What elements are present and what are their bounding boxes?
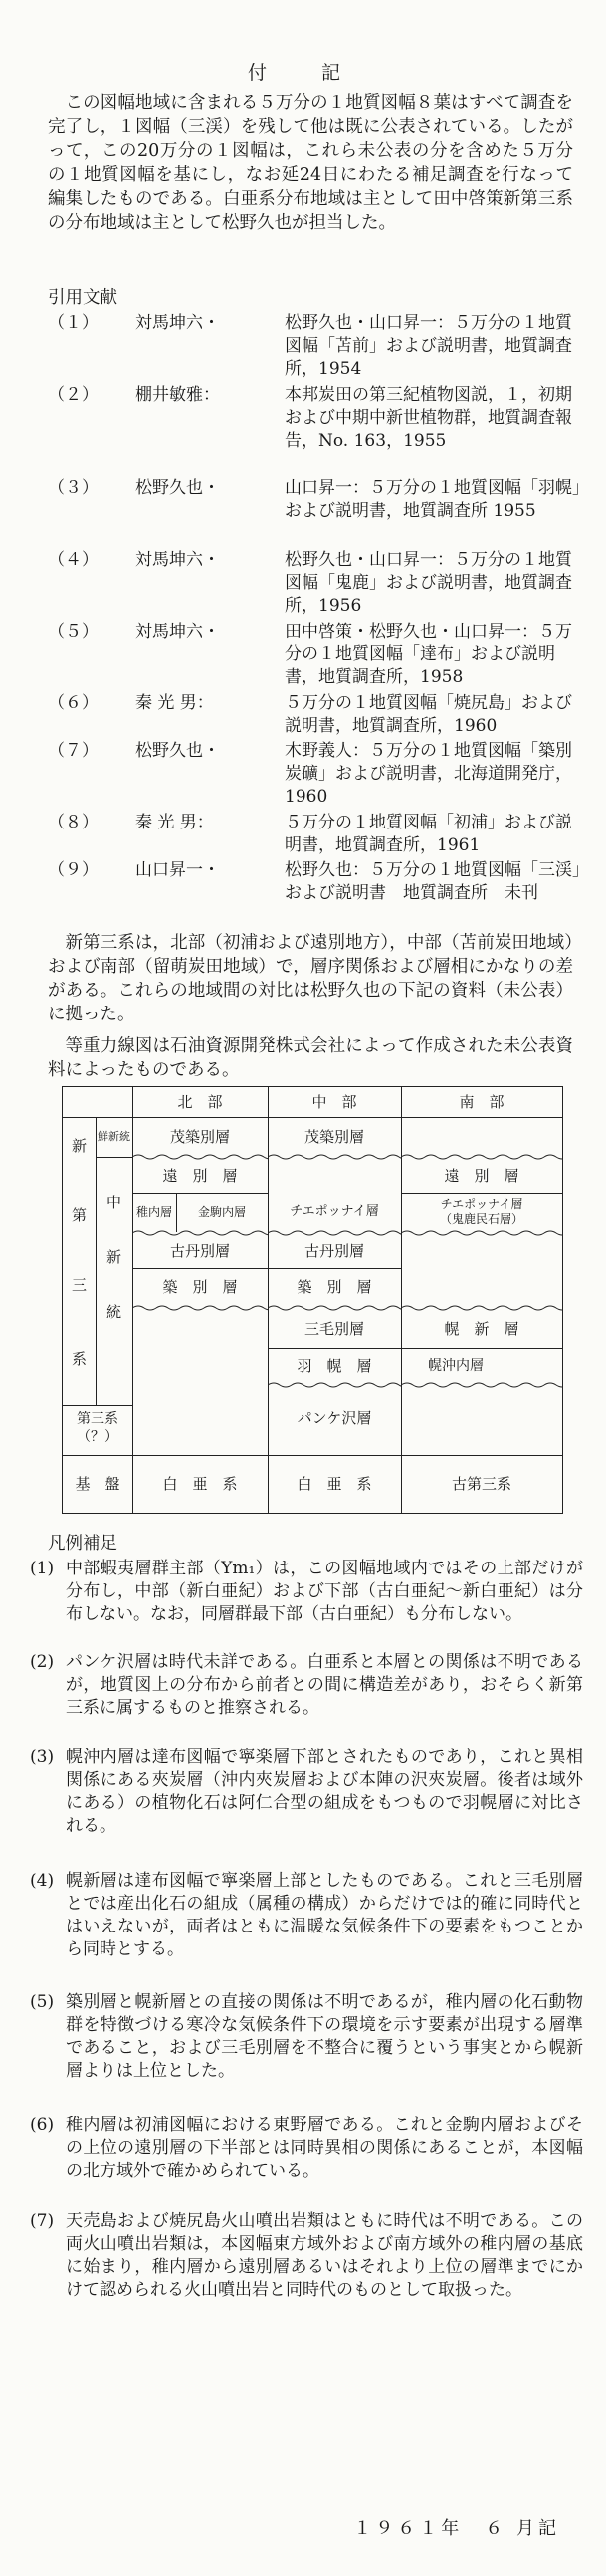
reference-text: 松野久也・山口昇一：５万分の１地質図幅「苫前」および説明書，地質調査所，1954 bbox=[285, 313, 572, 379]
cell-chikubetsu-central: 築 別 層 bbox=[297, 1278, 372, 1296]
reference-text: 山口昇一：５万分の１地質図幅「羽幌」および説明書，地質調査所 1955 bbox=[285, 478, 581, 521]
cell-horonobe: 幌 新 層 bbox=[444, 1320, 519, 1338]
era-label-4: 系 bbox=[71, 1350, 87, 1368]
cell-chikubetsu-north: 築 別 層 bbox=[162, 1278, 238, 1296]
reference-author: 山口昇一・ bbox=[135, 860, 220, 880]
pliocene-label: 鮮新統 bbox=[98, 1130, 130, 1143]
era-label-1: 新 bbox=[71, 1137, 87, 1155]
unconformity-line bbox=[132, 1304, 268, 1312]
note-number: (6) bbox=[30, 2116, 55, 2135]
note-number: (4) bbox=[30, 1871, 55, 1891]
basement-label: 基 盤 bbox=[75, 1475, 120, 1493]
note-number: (5) bbox=[30, 1992, 55, 2012]
reference-author: 対馬坤六・ bbox=[135, 550, 220, 570]
cell-mikebetsu: 三毛別層 bbox=[303, 1320, 364, 1338]
unconformity-line bbox=[268, 1304, 401, 1312]
date-stamp: １９６１年 ６ 月記 bbox=[353, 2518, 560, 2539]
note-number: (2) bbox=[30, 1652, 55, 1672]
cell-moebetsu-north: 茂築別層 bbox=[169, 1128, 230, 1146]
reference-text: ５万分の１地質図幅「焼尻島」および説明書，地質調査所，1960 bbox=[285, 693, 572, 736]
cell-chiepo-south: チエポッナイ層 （鬼鹿民石層） bbox=[439, 1197, 523, 1226]
reference-text: 本邦炭田の第三紀植物図説，１，初期および中期中新世植物群，地質調査報告，No. 163，1955 bbox=[285, 385, 572, 451]
cell-basement-central: 白 亜 系 bbox=[297, 1475, 372, 1493]
reference-author: 対馬坤六・ bbox=[135, 313, 220, 333]
reference-author: 松野久也・ bbox=[135, 478, 220, 498]
miocene-label-2: 新 bbox=[105, 1248, 121, 1266]
note-text: 稚内層は初浦図幅における東野層である。これと金駒内層およびその上位の遠別層の下半部とは同時異相の関係にあることが，本図幅の北方域外で確かめられている。 bbox=[66, 2116, 583, 2181]
header-north: 北 部 bbox=[177, 1093, 223, 1111]
cell-furutan-north: 古丹別層 bbox=[169, 1242, 230, 1260]
unconformity-line bbox=[401, 1381, 562, 1389]
unconformity-line bbox=[268, 1381, 401, 1389]
cell-furutan-central: 古丹別層 bbox=[303, 1242, 364, 1260]
cell-chiepo-central: チエポッナイ層 bbox=[290, 1204, 379, 1219]
reference-number: （６） bbox=[48, 693, 99, 713]
cell-enbetsu-north: 遠 別 層 bbox=[162, 1167, 238, 1185]
reference-text: 木野義人：５万分の１地質図幅「築別炭礦」および説明書，北海道開発庁，1960 bbox=[285, 741, 572, 807]
reference-number: （５） bbox=[48, 622, 99, 642]
references-heading: 引用文献 bbox=[48, 288, 117, 308]
paleogene-label: 第三系 （？） bbox=[77, 1411, 118, 1445]
correlation-paragraph: 新第三系は，北部（初浦および遠別地方），中部（苫前炭田地域）および南部（留萌炭田地域）で，層序関係および層相にかなりの差がある。これらの地域間の対比は松野久也の下記の資料（未公表）に拠った。 bbox=[48, 933, 573, 1024]
cell-moebetsu-central: 茂築別層 bbox=[303, 1128, 364, 1146]
note-text: 築別層と幌新層との直接の関係は不明であるが，稚内層の化石動物群を特徴づける寒冷な気候条件下の環境を示す要素が出現する層準であること，および三毛別層を不整合に覆うという事実とから幌新層よりは上位とした。 bbox=[66, 1992, 583, 2081]
era-label-3: 三 bbox=[71, 1276, 87, 1294]
page-title: 付 記 bbox=[247, 62, 358, 84]
note-number: (3) bbox=[30, 1748, 55, 1767]
era-label-2: 第 bbox=[71, 1206, 87, 1224]
cell-kinkomanai: 金駒内層 bbox=[197, 1205, 246, 1219]
reference-number: （８） bbox=[48, 813, 99, 832]
note-text: パンケ沢層は時代未詳である。白亜系と本層との関係は不明であるが，地質図上の分布から前者との間に構造差があり，おそらく新第三系に属するものと推察される。 bbox=[66, 1652, 583, 1718]
miocene-label-3: 統 bbox=[105, 1303, 121, 1321]
cell-basement-south: 古第三系 bbox=[451, 1475, 511, 1493]
reference-author: 対馬坤六・ bbox=[135, 622, 220, 642]
stratigraphy-table bbox=[62, 1086, 563, 1514]
reference-number: （９） bbox=[48, 860, 99, 880]
reference-number: （２） bbox=[48, 385, 99, 405]
reference-text: 松野久也：５万分の１地質図幅「三渓」および説明書 地質調査所 未刊 bbox=[285, 860, 581, 903]
cell-enbetsu-south: 遠 別 層 bbox=[444, 1167, 519, 1185]
header-central: 中 部 bbox=[311, 1093, 357, 1111]
cell-wakkanai-north: 稚内層 bbox=[135, 1205, 172, 1219]
gravity-paragraph: 等重力線図は石油資源開発株式会社によって作成された未公表資料によったものである。 bbox=[48, 1036, 573, 1080]
cell-basement-north: 白 亜 系 bbox=[162, 1475, 238, 1493]
miocene-label-1: 中 bbox=[105, 1194, 121, 1211]
notes-heading: 凡例補足 bbox=[48, 1534, 117, 1554]
reference-text: 松野久也・山口昇一：５万分の１地質図幅「鬼鹿」および説明書，地質調査所，1956 bbox=[285, 550, 572, 616]
reference-number: （４） bbox=[48, 550, 99, 570]
cell-haboro: 羽 幌 層 bbox=[297, 1357, 372, 1375]
note-text: 幌沖内層は達布図幅で寧楽層下部とされたものであり，これと異相関係にある夾炭層（沖内夾炭層および本陣の沢夾炭層。後者は域外にある）の植物化石は阿仁合型の組成をもつもので羽幌層に対比される。 bbox=[66, 1748, 583, 1836]
note-text: 幌新層は達布図幅で寧楽層上部としたものである。これと三毛別層とでは産出化石の組成（属種の構成）からだけでは的確に同時代とはいえないが，両者はともに温暖な気候条件下の要素をもつことから同時とする。 bbox=[66, 1871, 583, 1959]
header-south: 南 部 bbox=[459, 1093, 505, 1111]
reference-author: 松野久也・ bbox=[135, 741, 220, 761]
unconformity-line bbox=[268, 1153, 401, 1161]
note-number: (7) bbox=[30, 2211, 55, 2231]
intro-paragraph: この図幅地域に含まれる５万分の１地質図幅８葉はすべて調査を完了し，１図幅（三渓）を残して他は既に公表されている。したがって，この20万分の１図幅は，これら未公表の分を含めた５万分の１地質図幅を基にし，なお延24日にわたる補足調査を行なって編集したものである。白亜系分布地域は主として田中啓策新第三系の分布地域は主として松野久也が担当した。 bbox=[48, 93, 573, 233]
reference-author: 棚井敏雅： bbox=[135, 385, 220, 405]
reference-text: 田中啓策・松野久也・山口昇一：５万分の１地質図幅「達布」および説明書，地質調査所，1958 bbox=[285, 622, 572, 687]
reference-number: （７） bbox=[48, 741, 99, 761]
note-text: 天売島および焼尻島火山噴出岩類はともに時代は不明である。この両火山噴出岩類は，本図幅東方域外および南方域外の稚内層の基底に始まり，稚内層から遠別層あるいはそれより上位の層準までにかけて認められる火山噴出岩と同時代のものとして取扱った。 bbox=[66, 2211, 583, 2300]
reference-number: （１） bbox=[48, 313, 99, 333]
cell-horookinai: 幌沖内層 bbox=[428, 1358, 484, 1374]
cell-pankesawa: パンケ沢層 bbox=[297, 1409, 372, 1427]
reference-number: （３） bbox=[48, 478, 99, 498]
unconformity-line bbox=[401, 1229, 562, 1237]
unconformity-line bbox=[401, 1304, 562, 1312]
reference-author: 秦 光 男： bbox=[135, 693, 214, 713]
reference-author: 秦 光 男： bbox=[135, 813, 214, 832]
note-number: (1) bbox=[30, 1559, 55, 1578]
reference-text: ５万分の１地質図幅「初浦」および説明書，地質調査所，1961 bbox=[285, 813, 572, 855]
note-text: 中部蝦夷層群主部（Ym₁）は，この図幅地域内ではその上部だけが分布し，中部（新白亜紀）および下部（古白亜紀～新白亜紀）は分布しない。なお，同層群最下部（古白亜紀）も分布しない。 bbox=[66, 1559, 583, 1624]
